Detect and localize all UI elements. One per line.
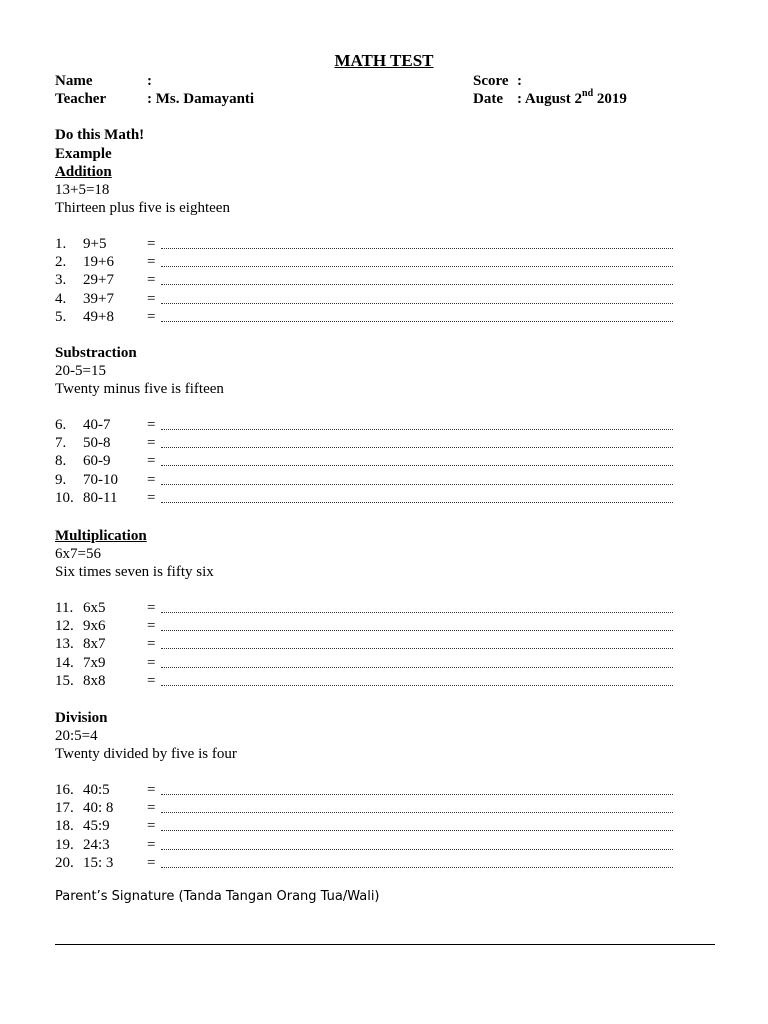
question-expression: 40-7 [83,417,111,433]
equals-sign: = [147,800,156,817]
question-number: 5. [55,308,67,325]
answer-blank[interactable] [161,303,673,304]
question-row [55,489,695,507]
question-number: 8. [55,453,67,470]
question-number: 2. [55,254,67,271]
question-row [55,434,695,452]
question-number: 17. [55,800,74,817]
question-expression: 8x8 [83,672,106,689]
question-row [55,617,695,635]
question-row [55,817,695,835]
question-expression: 8x7 [83,636,106,653]
answer-blank[interactable] [161,812,673,813]
teacher-label: Teacher [55,91,107,107]
equals-sign: = [147,782,156,798]
question-expression: 40: 8 [83,800,114,817]
question-number: 6. [55,417,67,433]
answer-blank[interactable] [161,266,673,267]
answer-blank[interactable] [161,648,673,649]
question-row [55,599,695,617]
section-heading: Multiplication [55,528,147,544]
answer-blank[interactable] [161,484,673,485]
question-expression: 40:5 [83,782,110,798]
answer-blank[interactable] [161,447,673,448]
example-equation: 20-5=15 [55,363,106,379]
question-number: 9. [55,471,67,488]
question-expression: 7x9 [83,654,106,671]
question-expression: 45:9 [83,818,110,835]
question-row [55,253,695,271]
equals-sign: = [147,471,156,488]
question-row [55,471,695,489]
answer-blank[interactable] [161,429,673,430]
example-words: Twenty minus five is fifteen [55,381,224,397]
score-field: : [517,73,522,89]
question-expression: 9x6 [83,618,106,635]
answer-blank[interactable] [161,465,673,466]
date-ordinal: nd [582,88,594,99]
question-expression: 6x5 [83,600,106,616]
section-heading: Division [55,710,108,726]
answer-blank[interactable] [161,502,673,503]
section-heading: Substraction [55,345,137,361]
date-value-main: : August 2 [517,91,583,107]
equals-sign: = [147,417,156,433]
answer-blank[interactable] [161,612,673,613]
question-row [55,635,695,653]
question-row [55,836,695,854]
date-label: Date [473,91,503,107]
question-expression: 19+6 [83,254,114,271]
answer-blank[interactable] [161,248,673,249]
equals-sign: = [147,654,156,671]
answer-blank[interactable] [161,849,673,850]
question-row [55,235,695,253]
equals-sign: = [147,600,156,616]
question-expression: 24:3 [83,836,110,853]
question-expression: 50-8 [83,435,111,452]
answer-blank[interactable] [161,667,673,668]
title-text: MATH TEST [334,51,434,70]
example-label: Example [55,146,112,162]
question-expression: 60-9 [83,453,111,470]
signature-line [55,944,715,945]
example-equation: 13+5=18 [55,182,110,198]
section-heading: Addition [55,164,112,180]
equals-sign: = [147,489,156,506]
question-number: 4. [55,290,67,307]
answer-blank[interactable] [161,685,673,686]
question-expression: 49+8 [83,308,114,325]
equals-sign: = [147,272,156,289]
date-value [517,90,627,108]
question-row [55,672,695,690]
question-number: 14. [55,654,74,671]
question-number: 13. [55,636,74,653]
question-number: 20. [55,854,74,871]
equals-sign: = [147,836,156,853]
answer-blank[interactable] [161,867,673,868]
score-label: Score [473,73,509,89]
question-number: 1. [55,236,67,252]
equals-sign: = [147,453,156,470]
equals-sign: = [147,290,156,307]
question-expression: 9+5 [83,236,107,252]
answer-blank[interactable] [161,284,673,285]
date-value-year: 2019 [593,91,627,107]
question-expression: 70-10 [83,471,118,488]
question-number: 10. [55,489,74,506]
question-expression: 29+7 [83,272,114,289]
question-row [55,452,695,470]
question-number: 3. [55,272,67,289]
example-words: Thirteen plus five is eighteen [55,200,230,216]
question-number: 15. [55,672,74,689]
equals-sign: = [147,618,156,635]
example-words: Twenty divided by five is four [55,746,237,762]
question-row [55,416,695,434]
teacher-value: : Ms. Damayanti [147,91,255,107]
equals-sign: = [147,308,156,325]
equals-sign: = [147,818,156,835]
answer-blank[interactable] [161,321,673,322]
equals-sign: = [147,854,156,871]
question-row [55,781,695,799]
equals-sign: = [147,254,156,271]
question-number: 12. [55,618,74,635]
name-label: Name [55,73,93,89]
question-number: 16. [55,782,74,798]
question-number: 7. [55,435,67,452]
question-row [55,308,695,326]
example-words: Six times seven is fifty six [55,564,214,580]
question-number: 19. [55,836,74,853]
question-expression: 80-11 [83,489,118,506]
question-number: 11. [55,600,74,616]
instructions: Do this Math! [55,127,145,143]
equals-sign: = [147,672,156,689]
answer-blank[interactable] [161,630,673,631]
equals-sign: = [147,236,156,252]
page-title [0,50,768,72]
equals-sign: = [147,435,156,452]
question-row [55,854,695,872]
question-row [55,799,695,817]
answer-blank[interactable] [161,794,673,795]
name-field: : [147,73,152,89]
equals-sign: = [147,636,156,653]
question-number: 18. [55,818,74,835]
parent-signature-label: Parent’s Signature (Tanda Tangan Orang Tua/Wali) [55,889,380,904]
question-row [55,654,695,672]
example-equation: 6x7=56 [55,546,101,562]
question-row [55,271,695,289]
answer-blank[interactable] [161,830,673,831]
example-equation: 20:5=4 [55,728,98,744]
question-row [55,290,695,308]
question-expression: 15: 3 [83,854,114,871]
question-expression: 39+7 [83,290,114,307]
